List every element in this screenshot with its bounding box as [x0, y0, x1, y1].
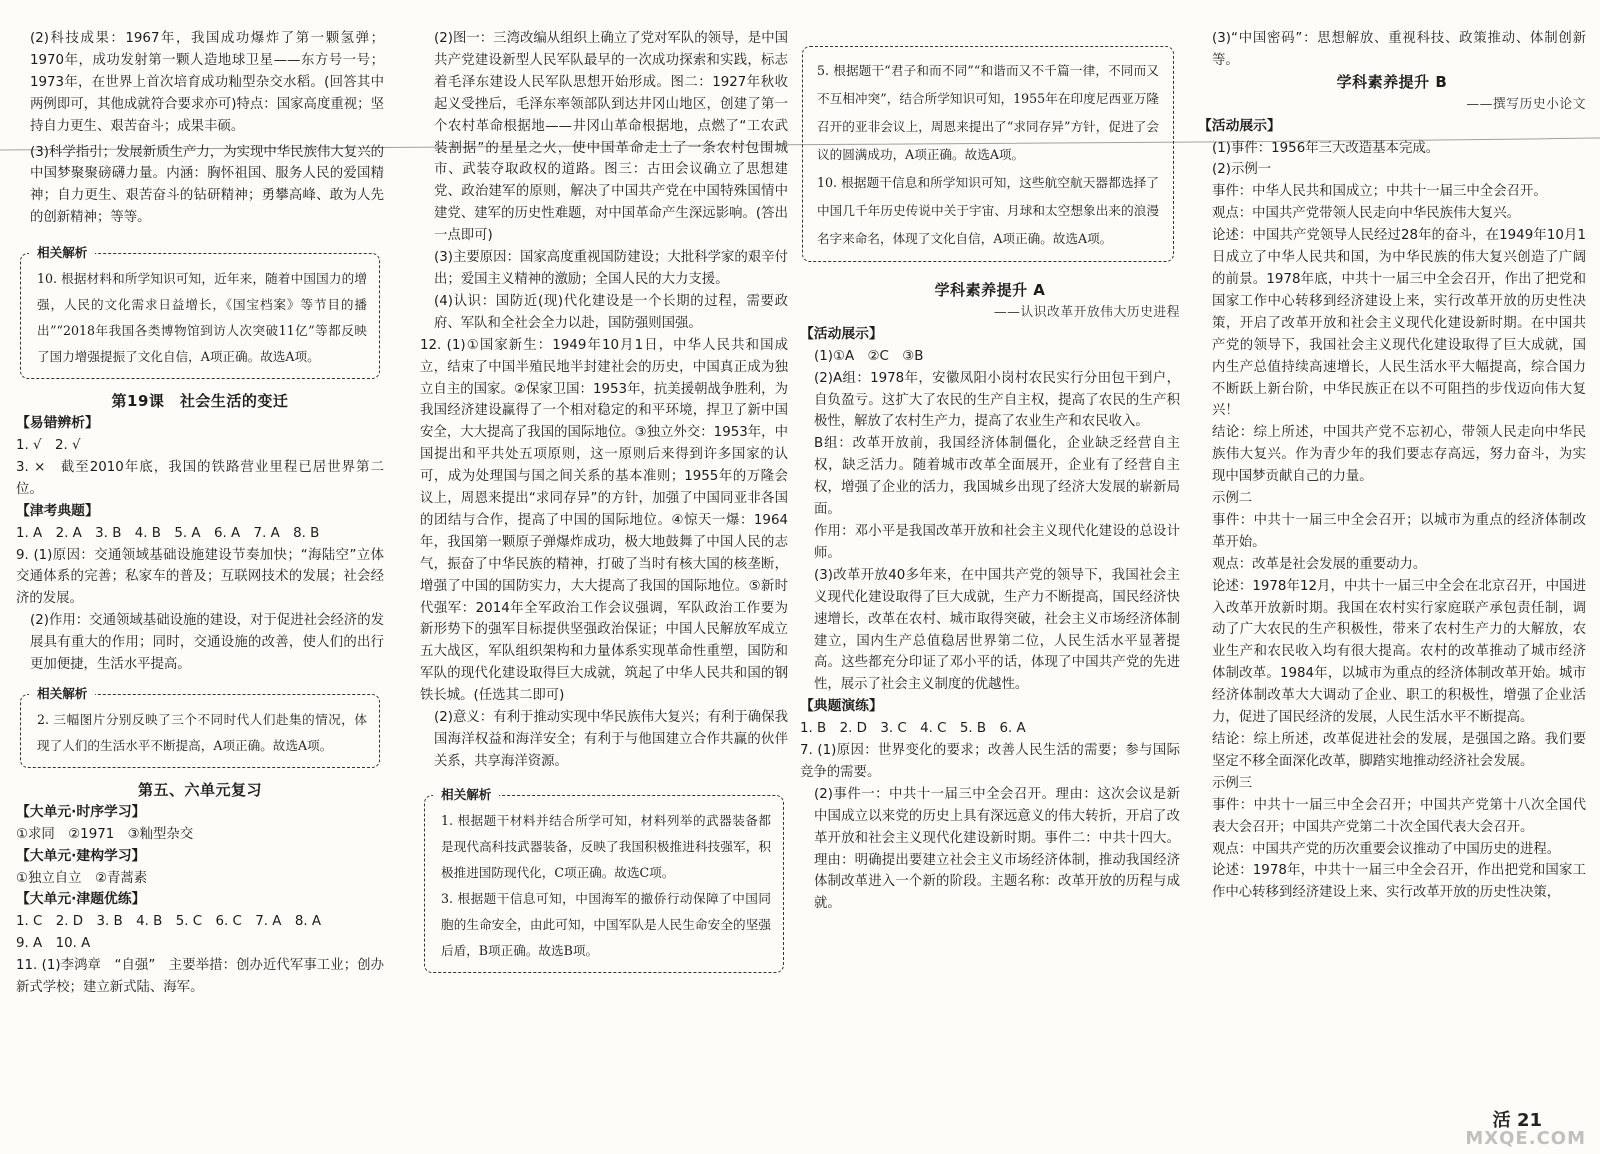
analysis-text: 10. 根据材料和所学知识可知，近年来，随着中国国力的增强，人民的文化需求日益增长，《国宝档案》等节目的播出”“2018年我国各类博物馆到访人次突破11亿”等都反映了国力增强提振了文化自信，A项正确。故选A项。 [37, 271, 367, 365]
answer-paragraph: 7. (1)原因：世界变化的要求；改善人民生活的需要；参与国际竞争的需要。 [800, 743, 1180, 780]
answer-paragraph: 论述：1978年，中共十一届三中全会召开，作出把党和国家工作中心转移到经济建设上来、实行改革开放的历史性决策， [1212, 863, 1586, 901]
analysis-text: 5. 根据题干“君子和而不同”“和谐而又不千篇一律，不同而又不互相冲突”，结合所学知识可知，1955年在印度尼西亚万隆召开的亚非会议上，周恩来提出了“求同存异”方针，促进了会议的圆满成功，A项正确。故选A项。 [817, 63, 1159, 162]
sci-achievements-answer: (2)科技成果：1967年，我国成功爆炸了第一颗氢弹；1970年，成功发射第一颗人造地球卫星——东方号一号；1973年，在世界上首次培育成功籼型杂交水稻。(回答其中两例即可，其他成就符合要求亦可)特点：国家高度重视；坚持自力更生、艰苦奋斗；成果丰硕。 [30, 31, 384, 134]
answer-paragraph: B组：改革开放前，我国经济体制僵化，企业缺乏经营自主权，缺乏活力。随着城市改革全面展开，企业有了经营自主权，增强了企业的活力，我国城乡出现了经济大发展的崭新局面。 [814, 436, 1180, 518]
column-4 [1198, 28, 1586, 904]
literacy-a-subtitle: ——认识改革开放伟大历史进程 [993, 304, 1180, 320]
answer-paragraph: 结论：综上所述，改革促进社会的发展，是强国之路。我们要坚定不移全面深化改革，脚踏实地推动经济社会发展。 [1212, 732, 1586, 769]
answer-paragraph: (2)图一：三湾改编从组织上确立了党对军队的领导，是中国共产党建设新型人民军队最早的一次成功探索和实践，标志着毛泽东建设人民军队思想开始形成。图二：1927年秋收起义受挫后，毛泽东率领部队到达井冈山地区，创建了第一个农村革命根据地——井冈山革命根据地，点燃了“工农武装割据”的星星之火，使中国革命走上了一条农村包围城市、武装夺取政权的道路。图三：古田会议确立了思想建党、政治建军的原则，解决了中国共产党在中国特殊国情中建党、建军的历史性难题，对中国革命产生深远影响。(答出一点即可) [434, 31, 788, 244]
section-heading: 【津考典题】 [16, 502, 99, 519]
literacy-a-title: 学科素养提升 A [934, 281, 1046, 299]
analysis-box-1 [20, 245, 380, 379]
answer-paragraph: (4)认识：国防近(现)代化建设是一个长期的过程，需要政府、军队和全社会全力以赴，国防强则国强。 [434, 293, 788, 331]
answer-paragraph: 结论：综上所述，中国共产党不忘初心，带领人民走向中华民族伟大复兴。作为青少年的我们要志存高远，努力奋斗，为实现中国梦贡献自己的力量。 [1212, 425, 1586, 485]
section-heading: 【典题演练】 [800, 698, 883, 715]
analysis-box-3 [424, 786, 784, 973]
answer-line: 3. × 截至2010年底，我国的铁路营业里程已居世界第二位。 [16, 459, 384, 497]
answer-line: ①求同 ②1971 ③籼型杂交 [16, 826, 194, 842]
column-3 [800, 10, 1180, 915]
analysis-box-2 [20, 685, 380, 768]
answer-line: 事件：中华人民共和国成立；中共十一届三中全会召开。 [1212, 184, 1547, 200]
answer-line: 示例二 [1212, 491, 1253, 507]
answer-paragraph: 论述：中国共产党领导人民经过28年的奋斗，在1949年10月1日成立了中华人民共和国，为中华民族的伟大复兴创造了广阔的前景。1978年底，中共十一届三中全会召开，作出了把党和国家工作中心转移到经济建设上来，实行改革开放的历史性决策，开启了改革开放和社会主义现代化建设新时期。在中国共产党的领导下，我国社会主义现代化建设取得了巨大成就，国内生产总值持续高速增长，人民生活水平大幅提高，综合国力不断跃上新台阶，中华民族正在以不可阻挡的步伐迈向伟大复兴！ [1212, 228, 1586, 419]
section-heading: 【活动展示】 [800, 325, 883, 342]
answer-line: 1. A 2. A 3. B 4. B 5. A 6. A 7. A 8. B [16, 525, 320, 541]
watermark: MXQE.COM [1465, 1128, 1586, 1150]
literacy-b-subtitle: ——撰写历史小论文 [1466, 96, 1586, 112]
answer-paragraph: (3)主要原因：国家高度重视国防建设；大批科学家的艰辛付出；爱国主义精神的激励；全国人民的大力支援。 [434, 250, 788, 287]
analysis-box-label: 相关解析 [433, 784, 499, 806]
answer-line: 观点：中国共产党的历次重要会议推动了中国历史的进程。 [1212, 841, 1561, 857]
analysis-box-label: 相关解析 [29, 242, 95, 264]
answer-line: 观点：中国共产党带领人民走向中华民族伟大复兴。 [1212, 206, 1520, 222]
answer-line: 1. √ 2. √ [16, 437, 81, 453]
section-heading: 【大单元·时序学习】 [16, 803, 146, 820]
sci-guidance-answer: (3)科学指引；发展新质生产力，为实现中华民族伟大复兴的中国梦聚聚磅礴力量。内涵：胸怀祖国、服务人民的爱国精神；自力更生、艰苦奋斗的钻研精神；勇攀高峰、敢为人先的创新精神；等等。 [30, 144, 384, 226]
analysis-text: 3. 根据题干信息可知，中国海军的撤侨行动保障了中国同胞的生命安全，由此可知，中国军队是人民生命安全的坚强后盾，B项正确。故选B项。 [441, 890, 771, 958]
answer-line: (2)作用：交通领域基础设施的建设，对于促进社会经济的发展具有重大的作用；同时，交通设施的改善，使人们的出行更加便捷，生活水平提高。 [30, 613, 384, 673]
answer-line: 9. A 10. A [16, 936, 91, 952]
column-2 [420, 28, 788, 985]
answer-paragraph: (2)意义：有利于推动实现中华民族伟大复兴；有利于确保我国海洋权益和海洋安全；有利于与他国建立合作共赢的伙伴关系，共享海洋资源。 [434, 710, 788, 769]
analysis-text: 2. 三幅图片分别反映了三个不同时代人们赴集的情况，体现了人们的生活水平不断提高，A项正确。故选A项。 [37, 711, 367, 753]
answer-line: 1. B 2. D 3. C 4. C 5. B 6. A [800, 721, 1026, 737]
section-heading: 【活动展示】 [1198, 117, 1281, 134]
answer-line: (2)示例一 [1212, 162, 1272, 178]
answer-line: 1. C 2. D 3. B 4. B 5. C 6. C 7. A 8. A [16, 914, 322, 930]
lesson-19-title: 第19课 社会生活的变迁 [111, 392, 289, 411]
answer-paragraph: 事件：中共十一届三中全会召开；中国共产党第十八次全国代表大会召开；中国共产党第二十次全国代表大会召开。 [1212, 797, 1586, 835]
answer-paragraph: 12. (1)①国家新生：1949年10月1日，中华人民共和国成立，结束了中国半殖民地半封建社会的历史，中国真正成为独立自主的国家。②保家卫国：1953年，抗美援朝战争胜利，为我国经济建设赢得了一个相对稳定的和平环境，捍卫了新中国安全，大大提高了我国的国际地位。③独立外交：1953年，中国提出和平共处五项原则，这一原则后来得到许多国家的认可，成为处理国与国之间关系的基本准则；1955年的万隆会议上，周恩来提出“求同存异”的方针，加强了中国同亚非各国的团结与合作，提高了中国的国际地位。④惊天一爆：1964年，我国第一颗原子弹爆炸成功，极大地鼓舞了中国人民的志气，振奋了中华民族的精神，打破了当时有核大国的核垄断，增强了中国的国防实力，大大提高了我国的国际地位。⑤新时代强军：2014年全军政治工作会议强调，军队政治工作要为新形势下的强军目标提供坚强政治保证；中国人民解放军成立五大战区，军队组织架构和力量体系实现革命性重塑，国防和军队的现代化建设取得巨大成就，筑起了中华人民共和国的钢铁长城。(任选其二即可) [420, 337, 788, 704]
answer-paragraph: (3)改革开放40多年来，在中国共产党的领导下，我国社会主义现代化建设取得了巨大成就，生产力不断提高，国民经济快速增长，改革在农村、城市取得突破，社会主义市场经济体制建立，国内生产总值稳居世界第二位，人民生活水平显著提高。这些都充分印证了邓小平的话，体现了中国共产党的先进性，展示了社会主义制度的优越性。 [814, 567, 1180, 693]
answer-paragraph: (2)A组：1978年，安徽凤阳小岗村农民实行分田包干到户，自负盈亏。这扩大了农民的生产自主权，提高了农民的生产积极性，解放了农村生产力，提高了农业生产和农民收入。 [814, 370, 1180, 430]
answer-paragraph: (2)事件一：中共十一届三中全会召开。理由：这次会议是新中国成立以来党的历史上具有深远意义的伟大转折，开启了改革开放和社会主义现代化建设新时期。事件二：中共十四大。理由：明确提出要建立社会主义市场经济体制，推动我国经济体制改革进入一个新的阶段。主题名称：改革开放的历程与成就。 [814, 786, 1180, 912]
column-1 [16, 28, 384, 999]
analysis-box-label: 相关解析 [29, 683, 95, 705]
answer-paragraph: 作用：邓小平是我国改革开放和社会主义现代化建设的总设计师。 [814, 523, 1180, 561]
answer-line: 11. (1)李鸿章 “自强” 主要举措：创办近代军事工业；创办新式学校；建立新式陆、海军。 [16, 958, 384, 996]
section-heading: 【易错辨析】 [16, 415, 99, 432]
answer-line: 9. (1)原因：交通领域基础设施建设节奏加快；“海陆空”立体交通体系的完善；私家车的普及；互联网技术的发展；社会经济的发展。 [16, 547, 384, 607]
analysis-text: 1. 根据题干材料并结合所学可知，材料列举的武器装备都是现代高科技武器装备，反映了我国积极推进科技强军，积极推进国防现代化，C项正确。故选C项。 [441, 812, 771, 880]
answer-line: 示例三 [1212, 775, 1253, 791]
answer-line: ①独立自立 ②青蒿素 [16, 870, 148, 886]
section-heading: 【大单元·建构学习】 [16, 847, 146, 864]
section-heading: 【大单元·津题优练】 [16, 891, 146, 908]
answer-paragraph: (3)“中国密码”：思想解放、重视科技、政策推动、体制创新等。 [1212, 31, 1586, 68]
answer-line: 事件：中共十一届三中全会召开；以城市为重点的经济体制改革开始。 [1212, 512, 1586, 550]
answer-line: (1)事件：1956年三大改造基本完成。 [1212, 140, 1440, 156]
unit-review-title: 第五、六单元复习 [137, 780, 262, 799]
page-number: 活 21 [1492, 1110, 1542, 1132]
answer-line: (1)①A ②C ③B [814, 348, 924, 364]
analysis-box-4 [802, 46, 1174, 262]
answer-line: 观点：改革是社会发展的重要动力。 [1212, 556, 1427, 572]
analysis-text: 10. 根据题干信息和所学知识可知，这些航空航天器都选择了中国几千年历史传说中关于宇宙、月球和太空想象出来的浪漫名字来命名，体现了文化自信，A项正确。故选A项。 [817, 175, 1159, 246]
literacy-b-title: 学科素养提升 B [1336, 72, 1448, 91]
answer-paragraph: 论述：1978年12月，中共十一届三中全会在北京召开，中国进入改革开放新时期。我国在农村实行家庭联产承包责任制，调动了广大农民的生产积极性，带来了农村生产力的大解放，农业生产和农民收入均有很大提高。农村的改革推动了城市经济体制改革。1984年，以城市为重点的经济体制改革开始。城市经济体制改革大大调动了企业、职工的积极性，增强了企业活力，促进了国民经济的发展，人民生活水平不断提高。 [1212, 578, 1586, 726]
